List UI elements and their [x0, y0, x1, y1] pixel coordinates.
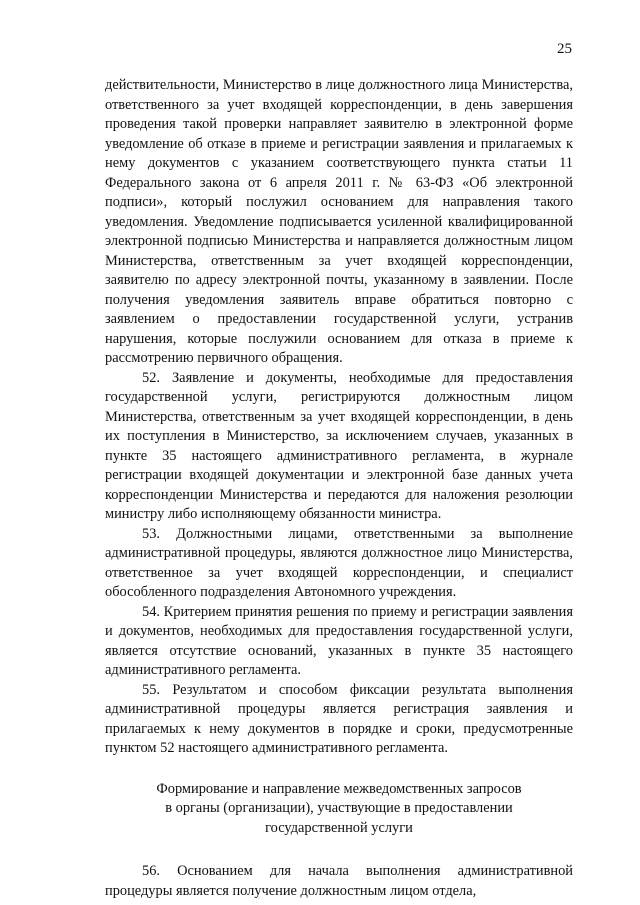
document-body [105, 76, 573, 901]
section-heading-line: государственной услуги [265, 819, 413, 836]
paragraph-52: 52. Заявление и документы, необходимые для предоставления государственной услуги, регистрируются должностным лицом Министерства, ответственным за учет входящей корреспонденции, в день их поступления в Министерство, за исключением случаев, указанных в пункте 35 настоящего административного регламента, в журнале регистрации входящей документации и электронной базе данных учета корреспонденции Министерства и передаются для наложения резолюции министру либо исполняющему обязанности министра. [105, 369, 573, 522]
page-number: 25 [557, 41, 572, 57]
paragraph-56: 56. Основанием для начала выполнения административной процедуры является получение должностным лицом отдела, [105, 863, 573, 899]
paragraph-53: 53. Должностными лицами, ответственными за выполнение административной процедуры, являются должностное лицо Министерства, ответственное за учет входящей корреспонденции, и специалист обособленного подразделения Автономного учреждения. [105, 525, 573, 600]
section-heading [105, 780, 573, 839]
section-heading-line: в органы (организации), участвующие в предоставлении [165, 800, 513, 816]
paragraph-continuation: действительности, Министерство в лице должностного лица Министерства, ответственного за учет входящей корреспонденции, в день завершения проведения такой проверки направляет заявителю в электронной форме уведомление об отказе в приеме и регистрации заявления и прилагаемых к нему документов с указанием соответствующего пункта статьи 11 Федерального закона от 6 апреля 2011 г. № 63-ФЗ «Об электронной подписи», который послужил основанием для направления такого уведомления. Уведомление подписывается усиленной квалифицированной электронной подписью Министерства и направляется должностным лицом Министерства, ответственным за учет входящей корреспонденции, заявителю по адресу электронной почты, указанному в заявлении. После получения уведомления заявитель вправе обратиться повторно с заявлением о предоставлении государственной услуги, устранив нарушения, которые послужили основанием для отказа в приеме к рассмотрению первичного обращения. [105, 77, 573, 366]
section-heading-line: Формирование и направление межведомственных запросов [156, 780, 522, 797]
paragraph-54: 54. Критерием принятия решения по приему и регистрации заявления и документов, необходимых для предоставления государственной услуги, является отсутствие оснований, указанных в пункте 35 настоящего административного регламента. [105, 603, 573, 678]
paragraph-55: 55. Результатом и способом фиксации результата выполнения административной процедуры является регистрация заявления и прилагаемых к нему документов в порядке и сроки, предусмотренные пунктом 52 настоящего административного регламента. [105, 681, 573, 756]
